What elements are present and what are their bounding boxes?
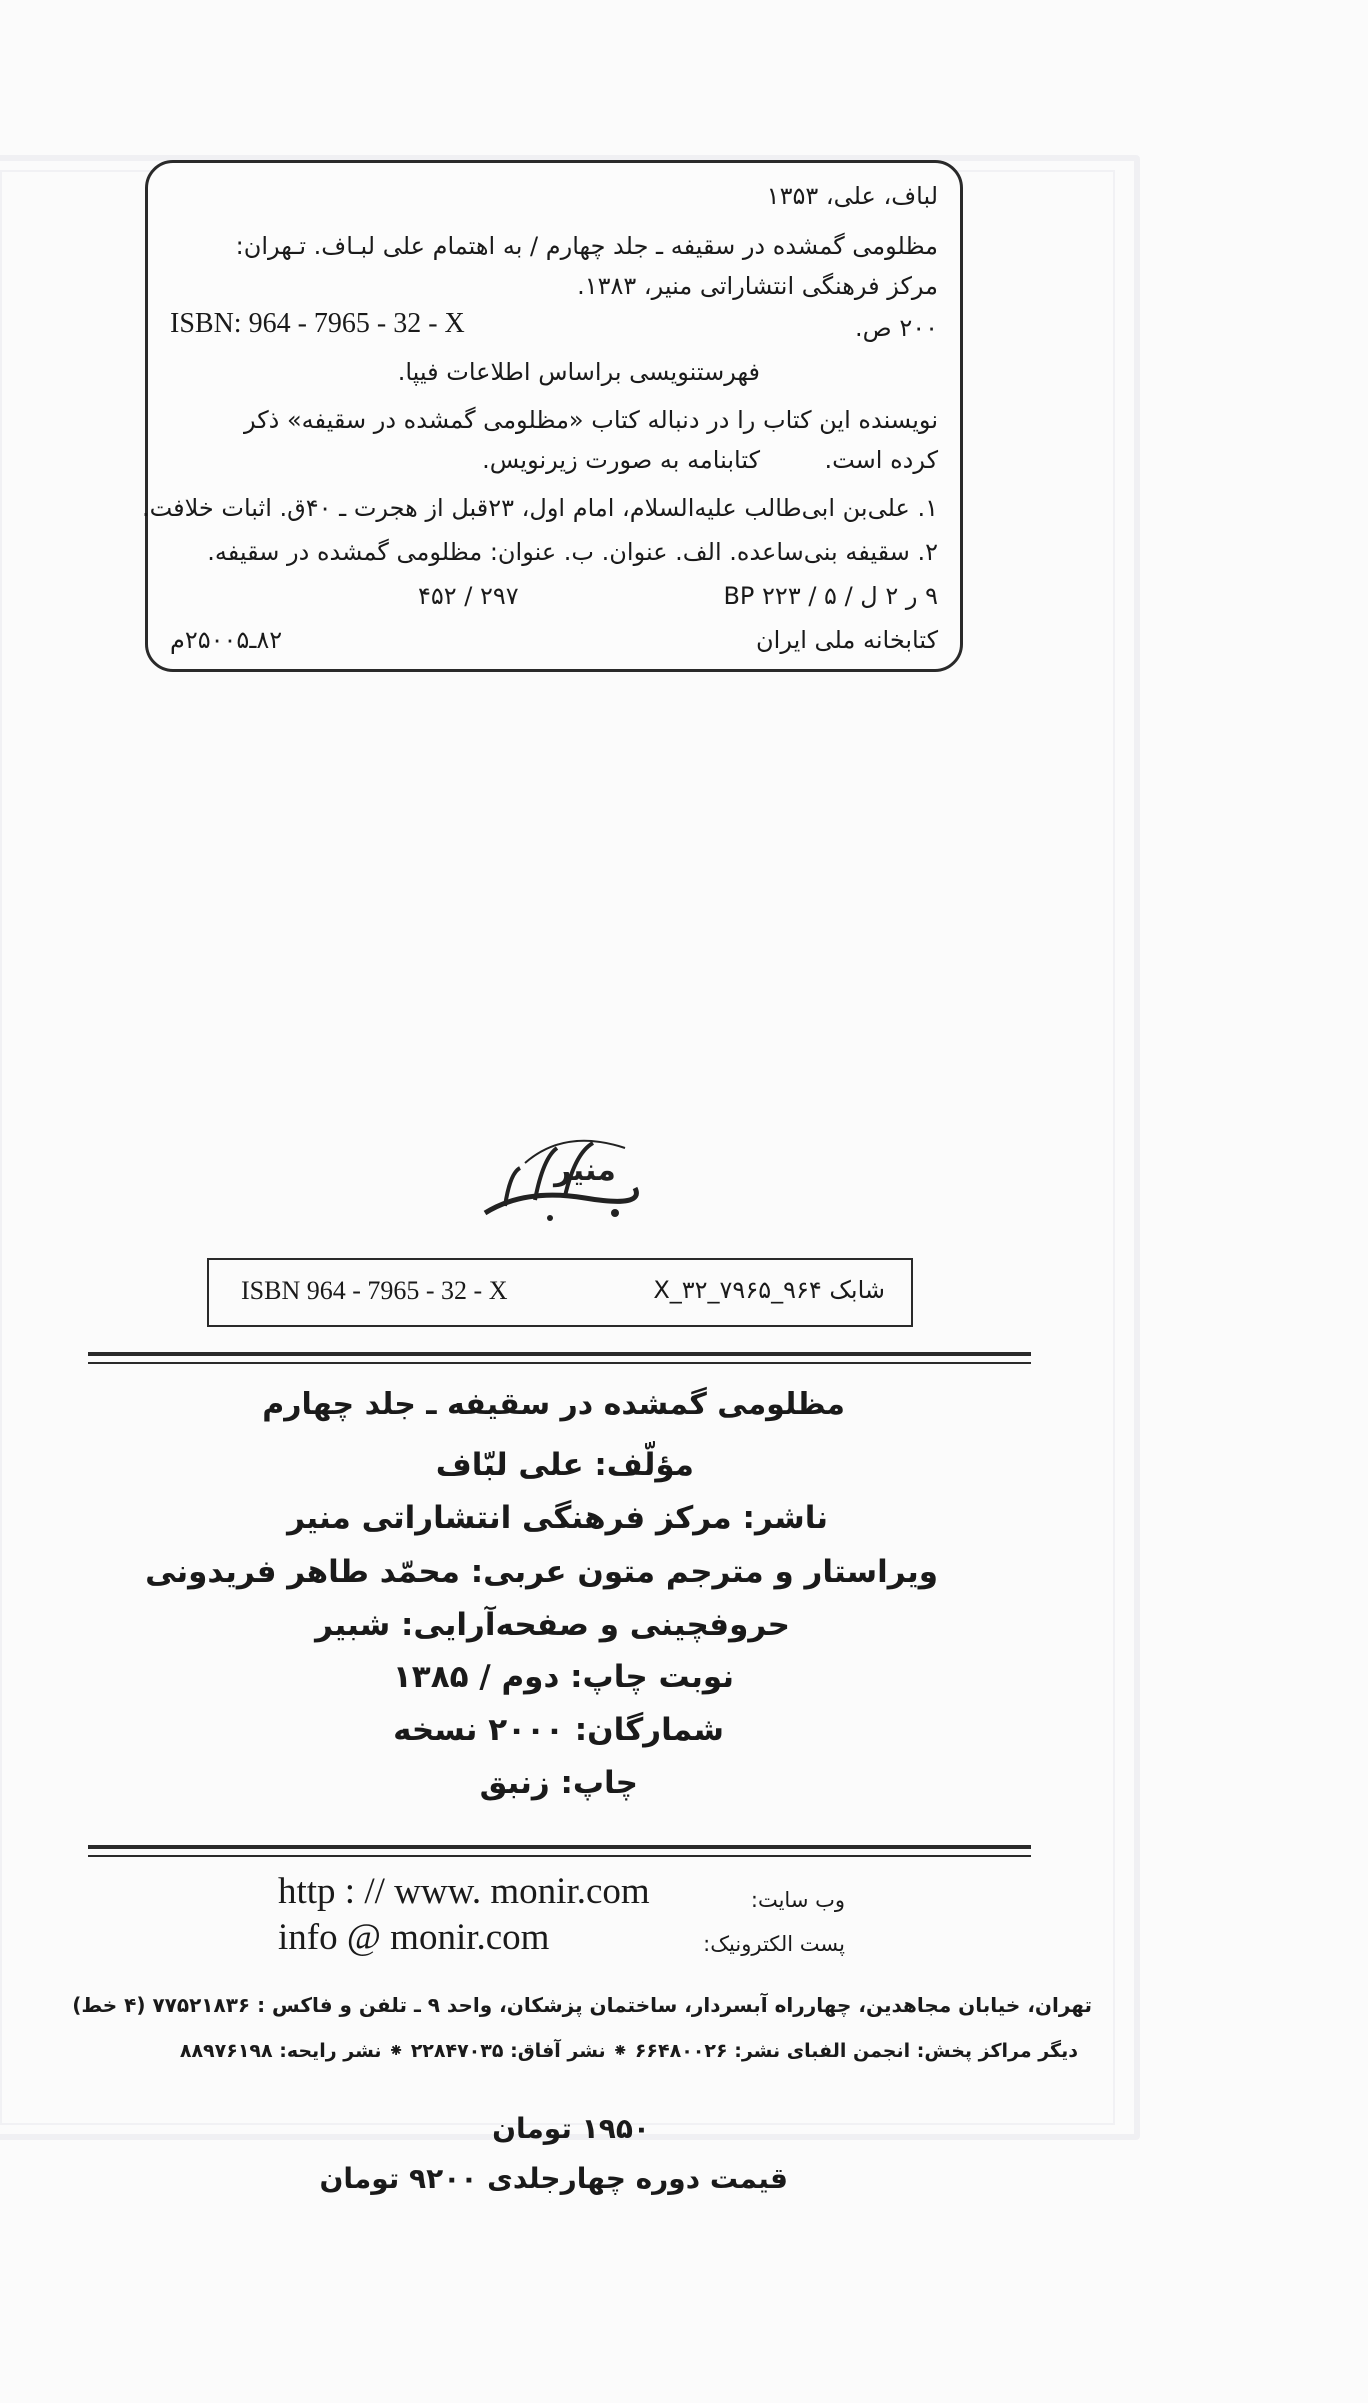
price-set: قیمت دوره چهارجلدی ۹۲۰۰ تومان	[319, 2162, 788, 2195]
bottom-rule	[88, 1845, 1031, 1849]
book-printer: چاپ: زنبق	[479, 1765, 638, 1801]
bottom-rule-thin	[88, 1855, 1031, 1857]
cip-box	[141, 160, 963, 672]
cip-dewey: ۲۹۷ / ۴۵۲	[418, 582, 519, 610]
cip-library-number: ۸۲ـ۲۵۰۰۵م	[170, 626, 283, 654]
isbn-box	[207, 1258, 913, 1327]
cip-note-cont: کرده است.	[824, 446, 938, 474]
book-publisher: ناشر: مرکز فرهنگی انتشاراتی منیر	[287, 1500, 828, 1536]
cip-subject-1: ۱. علی‌بن ابی‌طالب علیه‌السلام، امام اول، ۲۳قبل از هجرت ـ ۴۰ق. اثبات خلافت.	[141, 494, 938, 522]
publisher-address: تهران، خیابان مجاهدین، چهارراه آبسردار، ساختمان پزشکان، واحد ۹ ـ تلفن و فاکس : ۷۷۵۲۱۸۳۶ (۴ خط)	[72, 1993, 1092, 2017]
book-copies: شمارگان: ۲۰۰۰ نسخه	[393, 1712, 724, 1748]
email-link[interactable]: info @ monir.com	[278, 1917, 550, 1958]
cip-bibliography: کتابنامه به صورت زیرنویس.	[482, 446, 760, 474]
book-typesetting: حروفچینی و صفحه‌آرایی: شبیر	[315, 1607, 790, 1643]
cip-fipa: فهرستنویسی براساس اطلاعات فیپا.	[397, 358, 760, 386]
isbn-latin: ISBN 964 - 7965 - 32 - X	[241, 1276, 508, 1305]
cip-pages: ۲۰۰ ص.	[855, 314, 938, 342]
book-author: مؤلّف: علی لبّاف	[435, 1447, 694, 1483]
distribution-centers: دیگر مراکز پخش: انجمن الفبای نشر: ۶۶۴۸۰۰۲۶ ⁕ نشر آفاق: ۲۲۸۴۷۰۳۵ ⁕ نشر رایحه: ۸۸۹۷۶۱۹۸	[179, 2040, 1078, 2062]
cip-author: لباف، علی، ۱۳۵۳	[766, 182, 938, 210]
cip-note: نویسنده این کتاب را در دنباله کتاب «مظلومی گمشده در سقیفه» ذکر	[243, 406, 938, 434]
book-edition: نوبت چاپ: دوم / ۱۳۸۵	[392, 1659, 734, 1695]
publisher-logo-calligraphy	[465, 1118, 645, 1238]
cip-publisher: مرکز فرهنگی انتشاراتی منیر، ۱۳۸۳.	[577, 272, 938, 300]
price-single: ۱۹۵۰ تومان	[492, 2112, 650, 2145]
book-title: مظلومی گمشده در سقیفه ـ جلد چهارم	[262, 1387, 845, 1422]
website-label: وب سایت:	[750, 1888, 845, 1912]
cip-library: کتابخانه ملی ایران	[756, 626, 938, 654]
email-label: پست الکترونیک:	[703, 1932, 845, 1956]
logo-wordmark: منیر	[554, 1153, 616, 1188]
book-editor: ویراستار و مترجم متون عربی: محمّد طاهر فریدونی	[145, 1554, 938, 1590]
website-link[interactable]: http : // www. monir.com	[278, 1871, 650, 1912]
top-rule-thin	[88, 1362, 1031, 1364]
cip-subject-2: ۲. سقیفه بنی‌ساعده. الف. عنوان. ب. عنوان: مظلومی گمشده در سقیفه.	[207, 538, 938, 566]
cip-title: مظلومی گمشده در سقیفه ـ جلد چهارم / به اهتمام علی لبـاف. تـهران:	[235, 232, 938, 260]
isbn-persian: شابک X_۳۲_۷۹۶۵_۹۶۴	[653, 1276, 885, 1304]
top-rule	[88, 1352, 1031, 1356]
cip-classification: ۹ ر ۲ ل / ۵ / ۲۲۳ BP	[723, 582, 938, 610]
publisher-logo	[465, 1118, 645, 1238]
cip-isbn: ISBN: 964 - 7965 - 32 - X	[170, 308, 465, 339]
